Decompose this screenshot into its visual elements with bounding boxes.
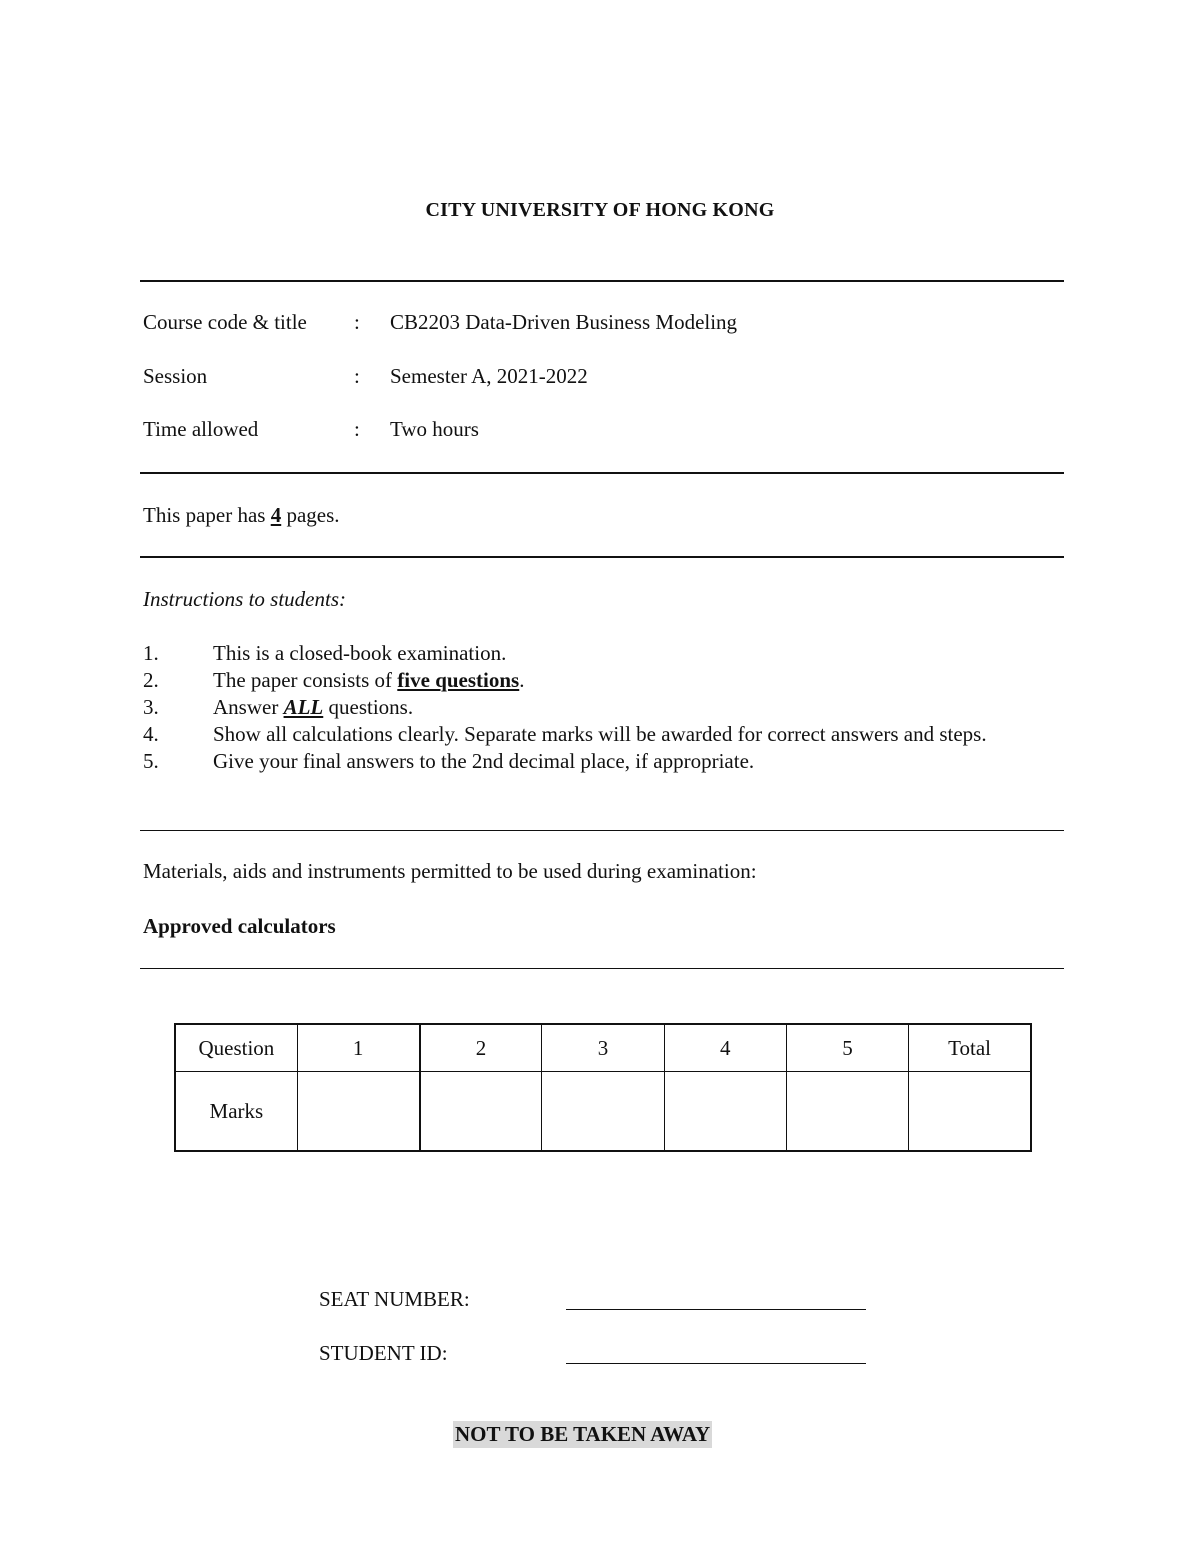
instruction-number: 5. [143, 749, 159, 773]
total-header-cell: Total [909, 1024, 1031, 1072]
materials-text: Materials, aids and instruments permitted to be used during examination: [143, 859, 757, 883]
instruction-number: 3. [143, 695, 159, 719]
instruction-text: Show all calculations clearly. Separate marks will be awarded for correct answers and steps. [213, 722, 987, 746]
instruction-item [143, 748, 1043, 775]
time-allowed-colon: : [354, 417, 360, 441]
page-count-line [143, 503, 340, 528]
seat-number-blank [566, 1309, 866, 1310]
session-colon: : [354, 364, 360, 388]
page-count-number: 4 [270, 503, 282, 527]
divider [140, 280, 1064, 282]
instruction-text: questions. [323, 695, 414, 719]
instructions-heading: Instructions to students: [143, 587, 346, 611]
approved-materials: Approved calculators [143, 914, 336, 938]
divider [140, 556, 1064, 558]
marks-cell-q2 [420, 1072, 542, 1152]
instruction-emphasis: five questions [397, 668, 520, 692]
marks-cell-q3 [542, 1072, 664, 1152]
question-3-header-cell: 3 [542, 1024, 664, 1072]
session-label: Session [143, 364, 208, 388]
instruction-text: Answer [213, 695, 284, 719]
course-code-colon: : [354, 310, 360, 334]
question-header-cell: Question [175, 1024, 297, 1072]
time-allowed-label: Time allowed [143, 417, 259, 441]
instruction-emphasis: ALL [283, 695, 324, 719]
marks-cell-q5 [786, 1072, 908, 1152]
instruction-text: The paper consists of [213, 668, 398, 692]
divider [140, 830, 1064, 831]
page-count-prefix: This paper has [143, 503, 271, 527]
university-title: CITY UNIVERSITY OF HONG KONG [425, 199, 775, 221]
instruction-item [143, 694, 1043, 721]
time-allowed-value: Two hours [390, 417, 479, 441]
marks-cell-q4 [664, 1072, 786, 1152]
course-code-label: Course code & title [143, 310, 307, 334]
question-2-header-cell: 2 [420, 1024, 542, 1072]
instruction-number: 1. [143, 641, 159, 665]
instruction-text: This is a closed-book examination. [213, 641, 507, 665]
instruction-text: Give your final answers to the 2nd decimal place, if appropriate. [213, 749, 755, 773]
seat-number-label: SEAT NUMBER: [319, 1287, 470, 1311]
marks-table-marks-row [175, 1072, 1031, 1152]
not-to-be-taken-away-notice: NOT TO BE TAKEN AWAY [455, 1422, 711, 1446]
question-1-header-cell: 1 [297, 1024, 419, 1072]
marks-cell-total [909, 1072, 1031, 1152]
student-id-label: STUDENT ID: [319, 1341, 448, 1365]
instruction-item [143, 640, 1043, 667]
instructions-list [143, 640, 1043, 775]
instruction-item [143, 667, 1043, 694]
instruction-text: . [519, 668, 525, 692]
question-4-header-cell: 4 [664, 1024, 786, 1072]
session-value: Semester A, 2021-2022 [390, 364, 588, 388]
instruction-item [143, 721, 1043, 748]
marks-table-header-row [175, 1024, 1031, 1072]
marks-cell-q1 [297, 1072, 419, 1152]
marks-table [174, 1023, 1032, 1152]
divider [140, 968, 1064, 969]
page-count-suffix: pages. [281, 503, 340, 527]
marks-label-cell: Marks [175, 1072, 297, 1152]
instruction-number: 4. [143, 722, 159, 746]
question-5-header-cell: 5 [786, 1024, 908, 1072]
instruction-number: 2. [143, 668, 159, 692]
student-id-blank [566, 1363, 866, 1364]
course-code-value: CB2203 Data-Driven Business Modeling [390, 310, 738, 334]
divider [140, 472, 1064, 474]
